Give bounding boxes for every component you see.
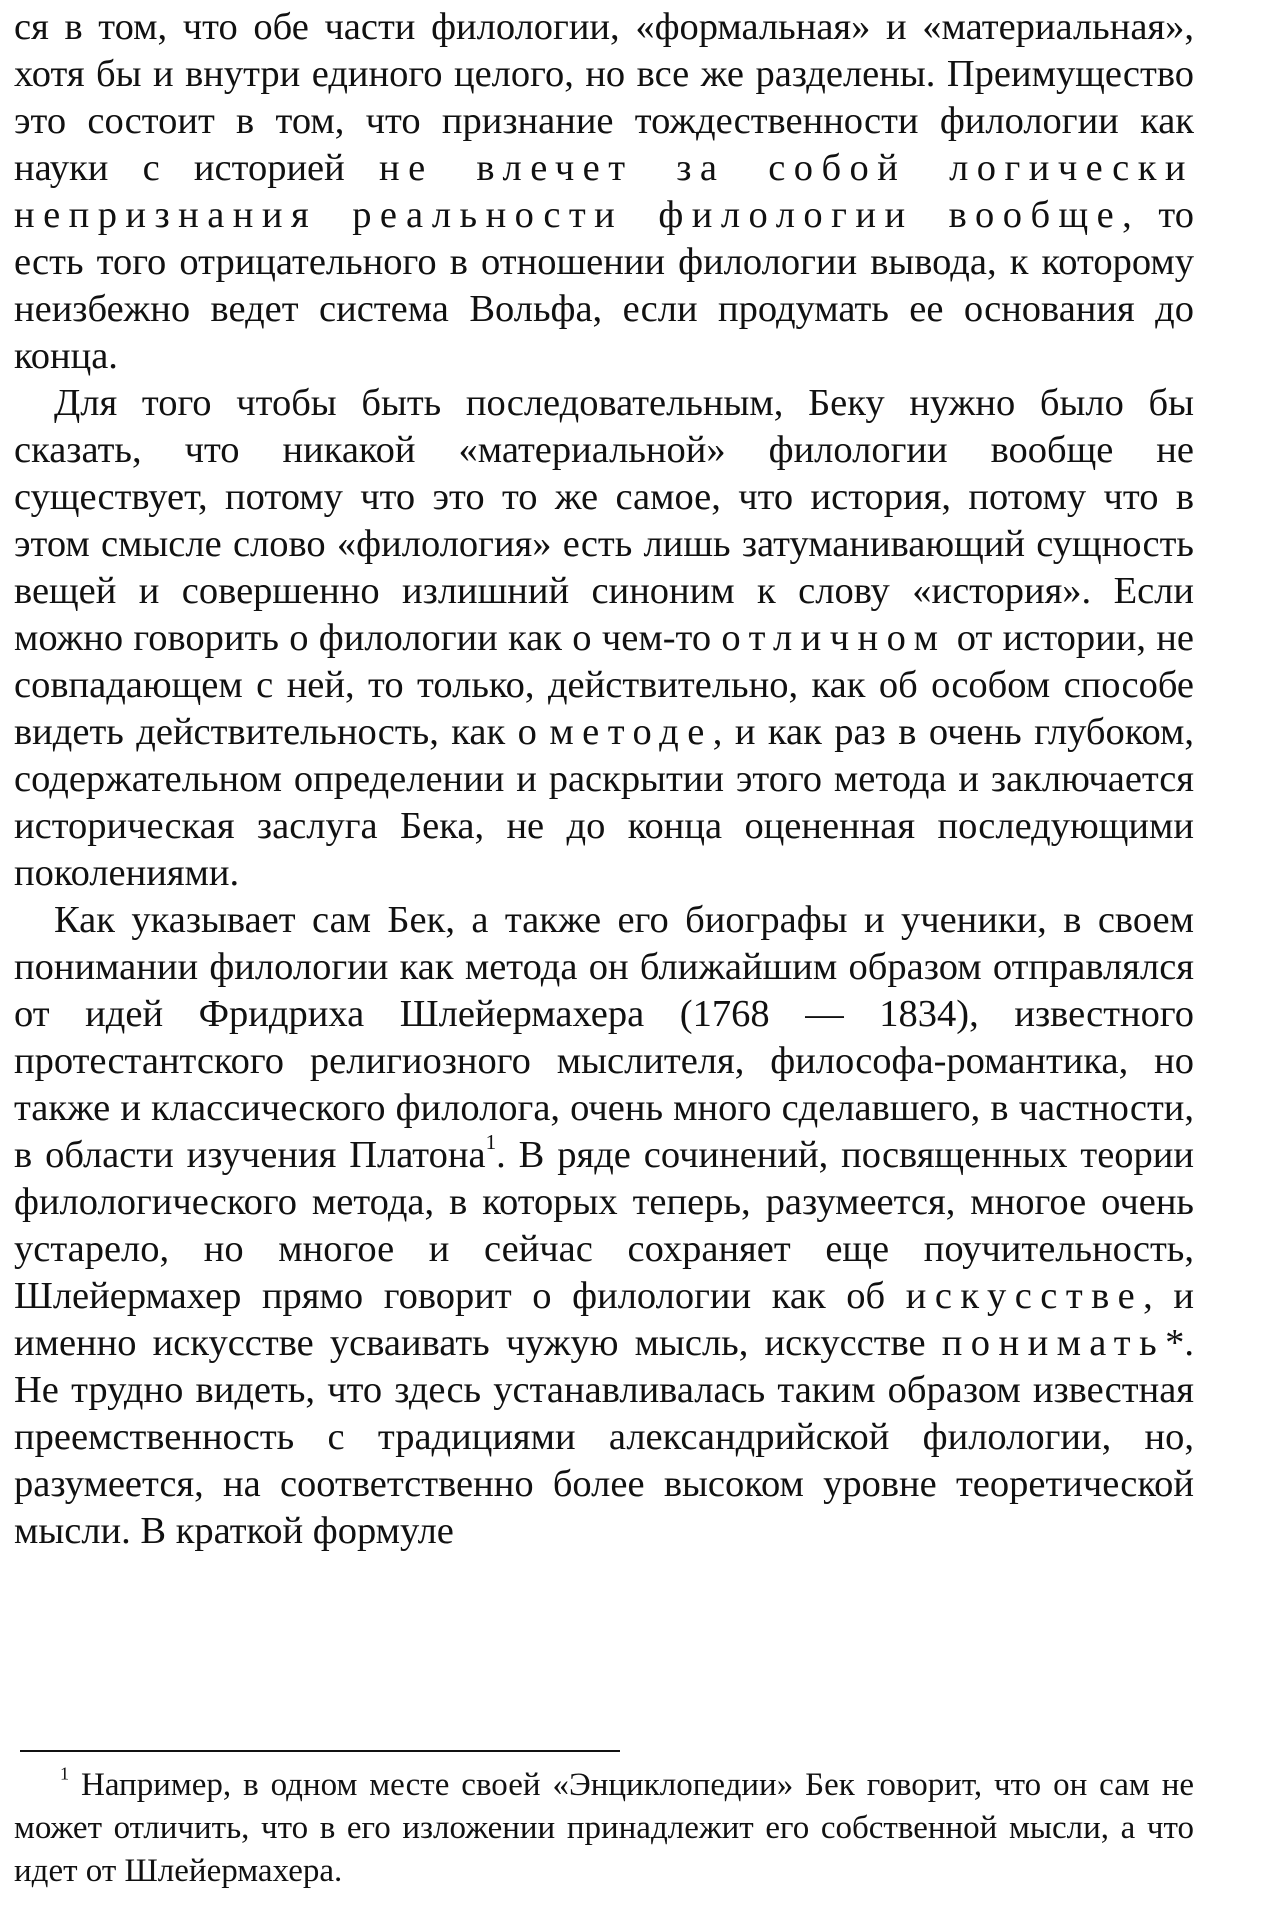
text-run: *. Не трудно видеть, что здесь устанавливалась таким образом известная преемственность с традициями александрийской филологии, но, разумеется, на соответственно более высоком уровне теоретической мысли. В краткой формуле (14, 1322, 1194, 1552)
spaced-emphasis: понимать (941, 1322, 1166, 1364)
footnote-ref[interactable]: 1 (485, 1130, 497, 1155)
text-run: , то есть того отрицательного в отношении филологии вывода, к которому неизбежно ведет система Вольфа, если продумать ее основания до конца. (14, 194, 1194, 377)
spaced-emphasis: искусстве (905, 1275, 1144, 1317)
text-run: , и именно искусстве усваивать чужую мысль, искусстве (14, 1275, 1194, 1364)
footnote (14, 1764, 1194, 1893)
footnote-divider (20, 1750, 620, 1752)
text-run: ся в том, что обе части филологии, «формальная» и «материальная», хотя бы и внутри единого целого, но все же разделены. Преимущество это состоит в том, что признание тождественности филологии как науки с историей (14, 6, 1194, 189)
text-run: от истории, не совпадающем с ней, то только, действительно, как об особом способе видеть действительность, как о (14, 617, 1194, 753)
page-body (14, 4, 1194, 1555)
spaced-emphasis: отличном (721, 617, 947, 659)
footnote-marker: 1 (60, 1763, 70, 1784)
footnote-text: Например, в одном месте своей «Энциклопедии» Бек говорит, что он сам не может отличить, что в его изложении принадлежит его собственной мысли, а что идет от Шлейермахера. (14, 1767, 1194, 1889)
spaced-emphasis: методе (549, 711, 713, 753)
text-run: . В ряде сочинений, посвященных теории филологического метода, в которых теперь, разумеется, многое очень устарело, но многое и сейчас сохраняет еще поучительность, Шлейермахер прямо говорит о филологии как об (14, 1134, 1194, 1317)
text-run: , и как раз в очень глубоком, содержательном определении и раскрытии этого метода и заключается историческая заслуга Бека, не до конца оцененная последующими поколениями. (14, 711, 1195, 894)
text-run: Для того чтобы быть последовательным, Беку нужно было бы сказать, что никакой «материальной» филологии вообще не существует, потому что это то же самое, что история, потому что в этом смысле слово «филология» есть лишь затуманивающий сущность вещей и совершенно излишний синоним к слову «история». Если можно говорить о филологии как о чем-то (14, 382, 1194, 659)
paragraph-3 (14, 897, 1194, 1555)
text-run: Как указывает сам Бек, а также его биографы и ученики, в своем понимании филологии как метода он ближайшим образом отправлялся от идей Фридриха Шлейермахера (1768 — 1834), известного протестантского религиозного мыслителя, философа-романтика, но также и классического филолога, очень много сделавшего, в частности, в области изучения Платона (14, 899, 1194, 1176)
paragraph-1 (14, 4, 1194, 380)
paragraph-2 (14, 380, 1194, 897)
spaced-emphasis: не влечет за собой логически непризнания реальности филологии вообще (14, 147, 1194, 236)
